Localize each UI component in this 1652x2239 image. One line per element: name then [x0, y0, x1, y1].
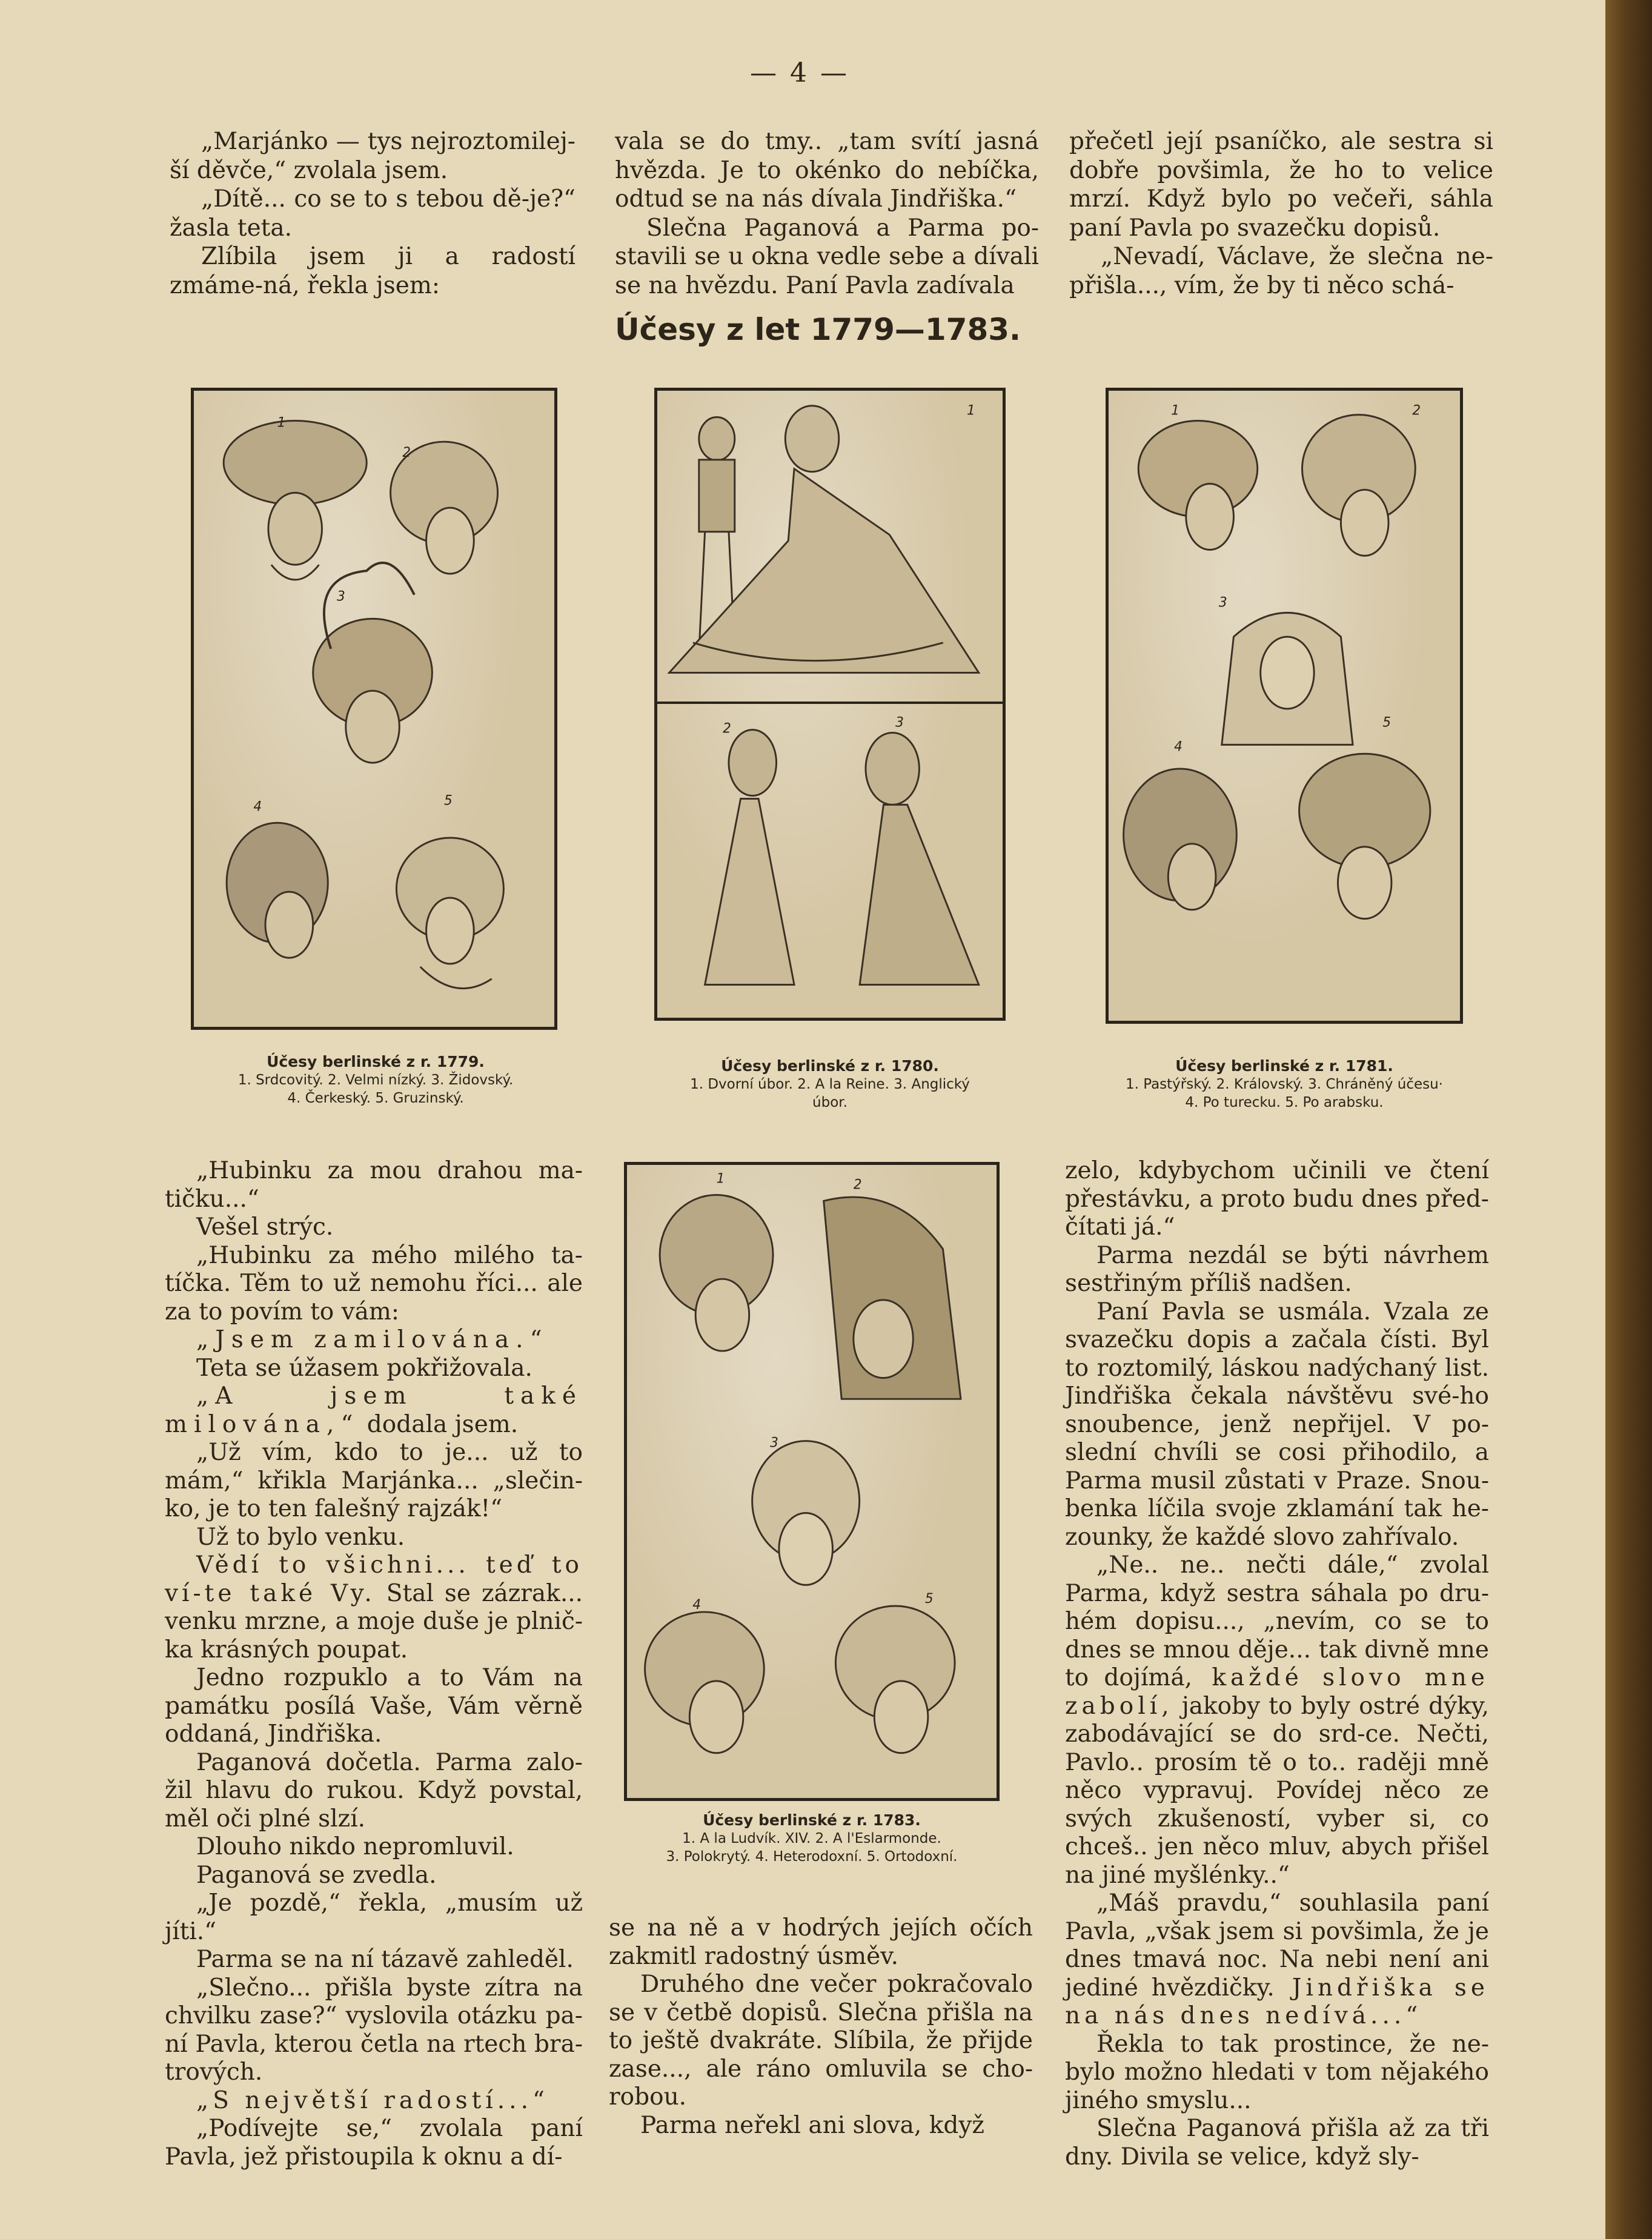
- paragraph: Druhého dne večer pokračovalo se v četbě dopisů. Slečna přišla na to ještě dvakráte. Slíbila, že přijde zase..., ale ráno omluvila se cho-robou.: [609, 1971, 1033, 2111]
- figure-1-caption: [182, 1053, 569, 1107]
- svg-text:3: 3: [770, 1435, 778, 1451]
- figure-2-caption: [639, 1057, 1021, 1112]
- paragraph: Zlíbila jsem ji a radostí zmáme-ná, řekla jsem:: [170, 243, 576, 299]
- svg-text:2: 2: [723, 721, 731, 737]
- paragraph: Parma neřekl ani slova, když: [640, 2111, 984, 2139]
- paragraph: zelo, kdybychom učinili ve čtení přestávku, a proto budu dnes před-čítati já.“: [1065, 1157, 1489, 1241]
- paragraph: přečetl její psaníčko, ale sestra si dobře povšimla, že ho to velice mrzí. Když bylo po večeři, sáhla paní Pavla po svazečku dopisů.: [1069, 128, 1493, 242]
- paragraph: Vešel strýc.: [196, 1213, 334, 1241]
- paragraph: Dlouho nikdo nepromluvil.: [196, 1833, 514, 1860]
- text: jakoby to byly ostré dýky, zabodávající se do srd-ce. Nečti, Pavlo.. prosím tě o to.. raději mně něco vypravuj. Povídej něco ze svých zkušeností, vyber si, co chceš.. jen něco mluv, abych přišel na jiné myšlénky..“: [1065, 1692, 1489, 1889]
- paragraph: Paganová dočetla. Parma zalo-žil hlavu do rukou. Když povstal, měl oči plné slzí.: [165, 1748, 583, 1833]
- paragraph: „Jsem zamilována.“: [196, 1326, 549, 1353]
- paragraph: vala se do tmy.. „tam svítí jasná hvězda. Je to okénko do nebíčka, odtud se na nás dívala Jindřiška.“: [615, 128, 1039, 213]
- paragraph: Parma se na ní tázavě zahleděl.: [196, 1946, 574, 1973]
- text: „Ne.. ne.. nečti dále,“ zvolal Parma, když sestra sáhala po dru-hém dopisu..., „nevím, co se to dnes se mnou děje... tak divně mne to dojímá,: [1065, 1551, 1489, 1691]
- svg-text:3: 3: [1218, 595, 1227, 611]
- paragraph: [1065, 1551, 1489, 1889]
- figure-4-illustration: [624, 1162, 1000, 1801]
- caption-heading: Účesy berlinské z r. 1780.: [721, 1057, 939, 1075]
- spaced-text: Vědí to všichni... teď to ví-te také Vy.: [165, 1551, 583, 1607]
- paragraph: Paní Pavla se usmála. Vzala ze svazečku dopis a začala čísti. Byl to roztomilý, láskou nadýchaný list. Jindřiška čekala návštěvu své-ho snoubence, jenž nepřijel. V po-slední chvíli se cosi přihodilo, a Parma musil zůstati v Praze. Snou-benka líčila svoje zklamání tak he-zounky, že každé slovo zahřívalo.: [1065, 1298, 1489, 1551]
- top-column-2: [615, 127, 1039, 300]
- svg-text:5: 5: [924, 1591, 934, 1607]
- paragraph: „Dítě... co se to s tebou dě-je?“ žasla teta.: [170, 185, 576, 242]
- paragraph: „Marjánko — tys nejroztomilej-ší děvče,“ zvolala jsem.: [170, 128, 576, 184]
- paragraph: Paganová se zvedla.: [196, 1861, 437, 1889]
- svg-text:2: 2: [402, 445, 411, 460]
- caption-heading: Účesy berlinské z r. 1779.: [267, 1053, 485, 1070]
- caption-line: 1. Dvorní úbor. 2. A la Reine. 3. Anglický: [690, 1076, 970, 1092]
- paragraph: Slečna Paganová přišla až za tři dny. Divila se velice, když sly-: [1065, 2115, 1489, 2171]
- hairstyles-1779-engraving: [194, 391, 554, 1027]
- paragraph: Řekla to tak prostince, že ne-bylo možno hledati v tom nějakého jiného smyslu...: [1065, 2030, 1489, 2114]
- bottom-column-left: [165, 1157, 583, 2171]
- paragraph: „S největší radostí...“: [196, 2086, 549, 2114]
- caption-heading: Účesy berlinské z r. 1783.: [703, 1811, 921, 1829]
- paragraph: Už to bylo venku.: [196, 1523, 405, 1551]
- svg-text:4: 4: [253, 799, 262, 815]
- paragraph: [1065, 1889, 1489, 2031]
- caption-line: 1. A la Ludvík. XIV. 2. A l'Eslarmonde.: [682, 1831, 941, 1846]
- paragraph: [165, 1551, 583, 1664]
- bottom-column-middle: [609, 1914, 1033, 2140]
- figure-4-caption: [612, 1811, 1012, 1866]
- bottom-column-right: [1065, 1157, 1489, 2171]
- figure-1-illustration: [191, 388, 557, 1030]
- paragraph: „Je pozdě,“ řekla, „musím už jíti.“: [165, 1889, 583, 1945]
- paragraph: se na ně a v hodrých jejích očích zakmitl radostný úsměv.: [609, 1914, 1033, 1970]
- caption-line: 4. Po turecku. 5. Po arabsku.: [1185, 1095, 1384, 1110]
- svg-text:5: 5: [444, 793, 453, 809]
- section-title: Účesy z let 1779—1783.: [614, 312, 1021, 347]
- top-column-3: [1069, 127, 1493, 300]
- paragraph: „Hubinku za mou drahou ma-tičku...“: [165, 1157, 583, 1213]
- paragraph: „Slečno... přišla byste zítra na chvilku zase?“ vyslovila otázku pa-ní Pavla, kterou četla na rtech bra-trových.: [165, 1974, 583, 2086]
- svg-text:2: 2: [853, 1177, 862, 1193]
- paragraph: Teta se úžasem pokřižovala.: [196, 1354, 532, 1382]
- svg-text:2: 2: [1412, 403, 1421, 419]
- paragraph: Slečna Paganová a Parma po-stavili se u okna vedle sebe a dívali se na hvězdu. Paní Pavla zadívala: [615, 214, 1039, 299]
- text: dodala jsem.: [359, 1410, 519, 1438]
- paragraph: „Podívejte se,“ zvolala paní Pavla, jež přistoupila k oknu a dí-: [165, 2115, 583, 2171]
- svg-text:1: 1: [277, 415, 286, 431]
- svg-text:1: 1: [1171, 403, 1179, 419]
- svg-text:5: 5: [1382, 715, 1391, 731]
- court-dress-1780-engraving: [657, 391, 1003, 1018]
- svg-text:1: 1: [967, 403, 975, 419]
- hairstyles-1781-engraving: [1109, 391, 1460, 1021]
- figure-3-illustration: [1106, 388, 1463, 1024]
- paragraph: Jedno rozpuklo a to Vám na památku posílá Vaše, Vám věrně oddaná, Jindřiška.: [165, 1664, 583, 1748]
- paragraph: Parma nezdál se býti návrhem sestřiným příliš nadšen.: [1065, 1241, 1489, 1297]
- page-number: — 4 —: [750, 58, 849, 88]
- figure-2-illustration: [654, 388, 1006, 1021]
- caption-line: úbor.: [812, 1095, 848, 1110]
- paragraph: [165, 1382, 583, 1439]
- paragraph: „Hubinku za mého milého ta-tíčka. Těm to už nemohu říci... ale za to povím to vám:: [165, 1241, 583, 1325]
- caption-heading: Účesy berlinské z r. 1781.: [1175, 1057, 1393, 1075]
- svg-text:3: 3: [895, 715, 904, 731]
- caption-line: 4. Čerkeský. 5. Gruzinský.: [287, 1090, 464, 1106]
- svg-text:4: 4: [692, 1597, 701, 1613]
- spaced-text: Jindřiška se na nás dnes nedívá...“: [1065, 1974, 1489, 2029]
- figure-3-caption: [1084, 1057, 1484, 1112]
- caption-line: 1. Srdcovitý. 2. Velmi nízký. 3. Židovský.: [237, 1072, 514, 1088]
- svg-text:3: 3: [337, 589, 345, 605]
- book-spine: [1605, 0, 1652, 2239]
- paragraph: „Už vím, kdo to je... už to mám,“ křikla Marjánka... „slečin-ko, je to ten falešný rajzák!“: [165, 1439, 583, 1522]
- text: Stal se zázrak... venku mrzne, a moje duše je plnič-ka krásných poupat.: [165, 1579, 583, 1663]
- top-column-1: [170, 127, 576, 300]
- text: „Máš pravdu,“ souhlasila paní Pavla, „však jsem si povšimla, že je dnes tmavá noc. Na nebi není ani jediné hvězdičky.: [1065, 1889, 1489, 2002]
- spaced-text: „A jsem také milována,“: [165, 1382, 583, 1438]
- spaced-text: každé slovo mne zabolí,: [1065, 1664, 1489, 1720]
- svg-text:4: 4: [1174, 739, 1183, 755]
- caption-line: 3. Polokrytý. 4. Heterodoxní. 5. Ortodoxní.: [666, 1849, 958, 1865]
- caption-line: 1. Pastýřský. 2. Královský. 3. Chráněný účesu·: [1125, 1076, 1443, 1092]
- paragraph: „Nevadí, Václave, že slečna ne-přišla..., vím, že by ti něco schá-: [1069, 243, 1493, 299]
- svg-text:1: 1: [716, 1171, 725, 1187]
- hairstyles-1783-engraving: [627, 1165, 997, 1798]
